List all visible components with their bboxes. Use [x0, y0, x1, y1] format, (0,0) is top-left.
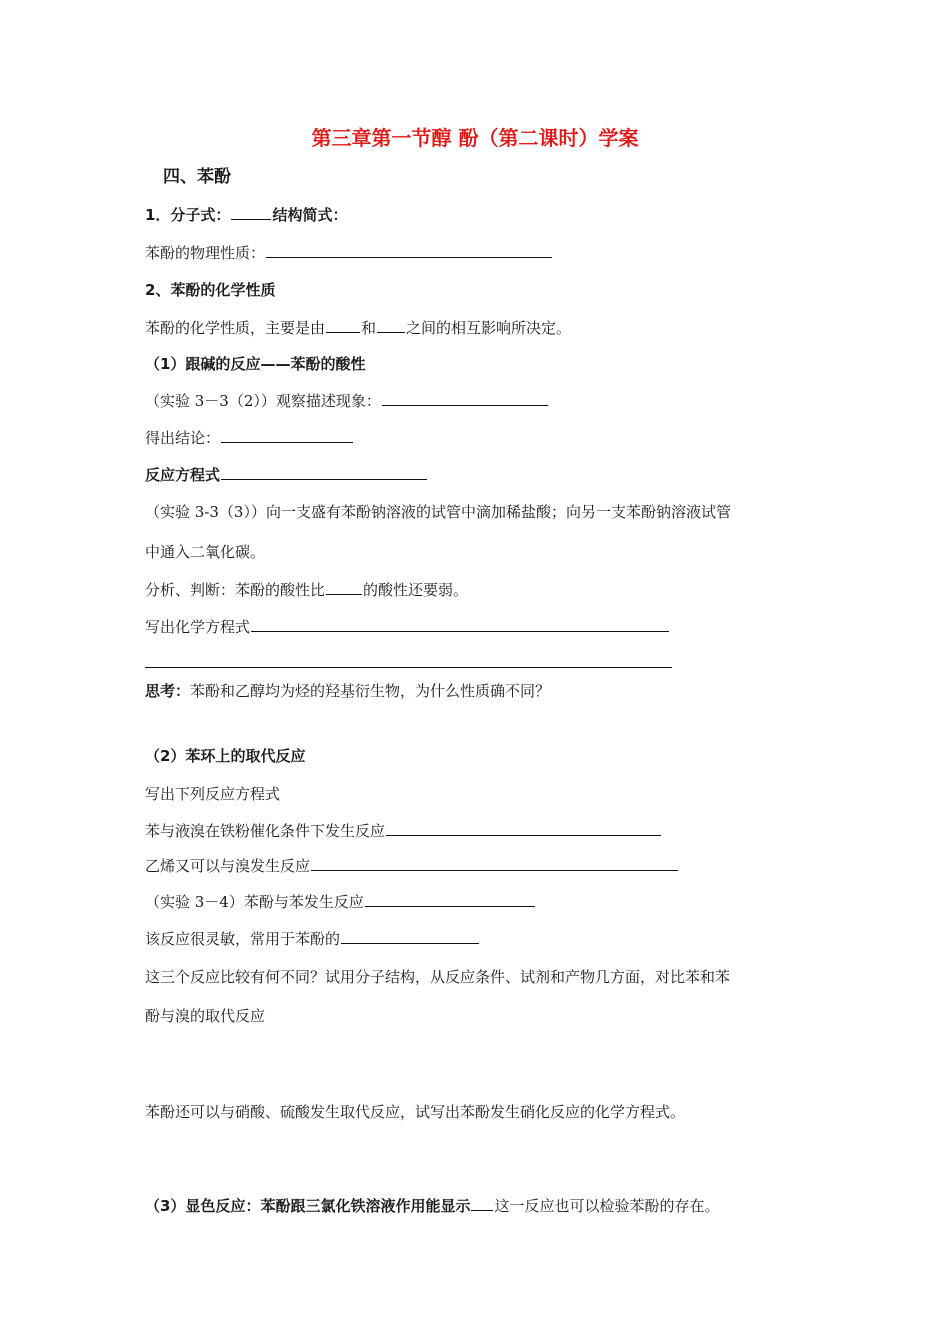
reaction-equation-blank[interactable]	[221, 465, 427, 480]
chemical-equation-question	[145, 617, 670, 637]
conclusion-blank[interactable]	[221, 428, 353, 443]
acidity-comparison-blank[interactable]	[326, 580, 362, 595]
think-label: 思考：	[145, 682, 191, 700]
experiment-observation-label: （实验 3－3（2））观察描述现象：	[145, 392, 381, 410]
acidity-comparison-text-a: 分析、判断：苯酚的酸性比	[145, 581, 326, 599]
substitution-subheading: （2）苯环上的取代反应	[145, 747, 306, 765]
reaction-equation-label: 反应方程式	[145, 466, 221, 484]
think-question	[145, 681, 550, 701]
benzene-bromine-question	[145, 821, 662, 841]
experiment-3-4-blank[interactable]	[365, 892, 535, 907]
write-equations-instruction: 写出下列反应方程式	[145, 785, 281, 803]
structure-label: 结构简式：	[272, 206, 348, 224]
conclusion-label: 得出结论：	[145, 429, 221, 447]
mutual-influence-question	[145, 318, 571, 338]
comparison-question-line2: 酚与溴的取代反应	[145, 1007, 266, 1025]
acidity-comparison-question	[145, 580, 468, 600]
experiment-description-line1: （实验 3-3（3））向一支盛有苯酚钠溶液的试管中滴加稀盐酸；向另一支苯酚钠溶液试管	[145, 503, 731, 521]
comparison-question-line1: 这三个反应比较有何不同？试用分子结构，从反应条件、试剂和产物几方面，对比苯和苯	[145, 968, 731, 986]
mutual-influence-blank-1[interactable]	[326, 318, 360, 333]
physical-properties-question	[145, 243, 553, 263]
color-reaction-label: （3）显色反应：苯酚跟三氯化铁溶液作用能显示	[145, 1197, 471, 1215]
conclusion-question	[145, 428, 354, 448]
color-reaction-question	[145, 1196, 719, 1216]
experiment-3-4-label: （实验 3－4）苯酚与苯发生反应	[145, 893, 364, 911]
answer-line[interactable]	[145, 667, 672, 668]
formula-question	[145, 205, 347, 225]
acidity-subheading: （1）跟碱的反应——苯酚的酸性	[145, 355, 366, 373]
section-heading: 四、苯酚	[163, 167, 231, 187]
physical-properties-label: 苯酚的物理性质：	[145, 244, 266, 262]
color-reaction-blank[interactable]	[471, 1196, 493, 1211]
chemical-properties-heading: 2、苯酚的化学性质	[145, 281, 276, 299]
ethylene-bromine-label: 乙烯又可以与溴发生反应	[145, 857, 311, 875]
chemical-equation-label: 写出化学方程式	[145, 618, 251, 636]
sensitive-reaction-blank[interactable]	[341, 929, 479, 944]
color-reaction-text: 这一反应也可以检验苯酚的存在。	[494, 1197, 720, 1215]
mutual-influence-text-a: 苯酚的化学性质，主要是由	[145, 319, 326, 337]
ethylene-bromine-blank[interactable]	[311, 856, 678, 871]
physical-properties-blank[interactable]	[266, 243, 552, 258]
mutual-influence-blank-2[interactable]	[377, 318, 405, 333]
benzene-bromine-blank[interactable]	[386, 821, 661, 836]
acidity-comparison-text-b: 的酸性还要弱。	[363, 581, 469, 599]
experiment-description-line2: 中通入二氧化碳。	[145, 543, 266, 561]
sensitive-reaction-question	[145, 929, 480, 949]
nitration-question: 苯酚还可以与硝酸、硫酸发生取代反应，试写出苯酚发生硝化反应的化学方程式。	[145, 1103, 686, 1121]
chemical-equation-blank[interactable]	[251, 617, 669, 632]
think-text: 苯酚和乙醇均为烃的羟基衍生物，为什么性质确不同？	[190, 682, 551, 700]
page-title: 第三章第一节醇 酚（第二课时）学案	[311, 126, 639, 150]
formula-label: 1．分子式：	[145, 206, 231, 224]
experiment-observation	[145, 391, 549, 411]
mutual-influence-text-c: 之间的相互影响所决定。	[406, 319, 572, 337]
mutual-influence-text-b: 和	[361, 319, 377, 337]
sensitive-reaction-label: 该反应很灵敏，常用于苯酚的	[145, 930, 341, 948]
experiment-observation-blank[interactable]	[382, 391, 548, 406]
formula-blank[interactable]	[231, 205, 271, 220]
reaction-equation-question	[145, 465, 428, 485]
experiment-3-4-question	[145, 892, 536, 912]
ethylene-bromine-question	[145, 856, 679, 876]
benzene-bromine-label: 苯与液溴在铁粉催化条件下发生反应	[145, 822, 386, 840]
